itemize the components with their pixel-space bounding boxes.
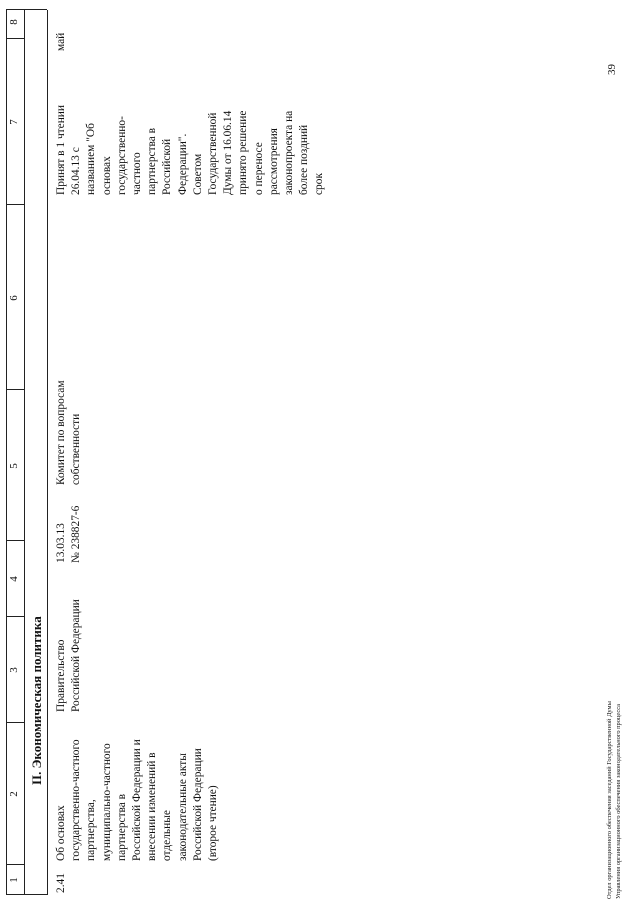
column-number-7: 7 (8, 119, 20, 125)
footer-department: Отдел организационного обеспечения заседаний Государственной Думы (606, 701, 613, 899)
column-number-1: 1 (8, 877, 20, 883)
column-divider-7-8 (6, 38, 24, 39)
column-number-2: 2 (8, 791, 20, 797)
column-number-5: 5 (8, 463, 20, 469)
initiator: Правительство Российской Федерации (55, 599, 83, 712)
planned-month: май (55, 32, 67, 51)
column-divider-6-7 (6, 204, 24, 205)
column-number-6: 6 (8, 295, 20, 301)
table-right-border (6, 9, 47, 10)
responsible-committee: Комитет по вопросам собственности (55, 380, 83, 485)
header-row-border (24, 10, 25, 895)
table-left-border (6, 894, 47, 895)
column-divider-1-2 (6, 864, 24, 865)
table-top-border (6, 10, 7, 895)
column-number-4: 4 (8, 576, 20, 582)
column-number-3: 3 (8, 667, 20, 673)
column-divider-2-3 (6, 722, 24, 723)
registration-date-number: 13.03.13 № 238827-6 (55, 505, 83, 563)
section-title: II. Экономическая политика (29, 616, 44, 785)
page-number: 39 (606, 64, 618, 75)
bill-title: Об основах государственно-частного партнерства, муниципально-частного партнерства в Российской Федерации и внесении изменений в отдельные законодательные акты Российской Федерации (второе чтение) (55, 739, 220, 861)
section-row-border (47, 10, 48, 895)
column-divider-5-6 (6, 389, 24, 390)
column-number-8: 8 (8, 19, 20, 25)
footer-directorate: Управления организационного обеспечения законодательного процесса (615, 704, 622, 899)
column-divider-4-5 (6, 540, 24, 541)
row-number: 2.41 (55, 873, 67, 893)
bill-status: Принят в 1 чтении 26.04.13 с названием "Об основах государственно- частного партнерства в Российской Федерации". Советом Государственной Думы от 16.06.14 принято решение о переносе рассмотрения законопроекта на более поздний срок (55, 105, 326, 195)
column-divider-3-4 (6, 616, 24, 617)
